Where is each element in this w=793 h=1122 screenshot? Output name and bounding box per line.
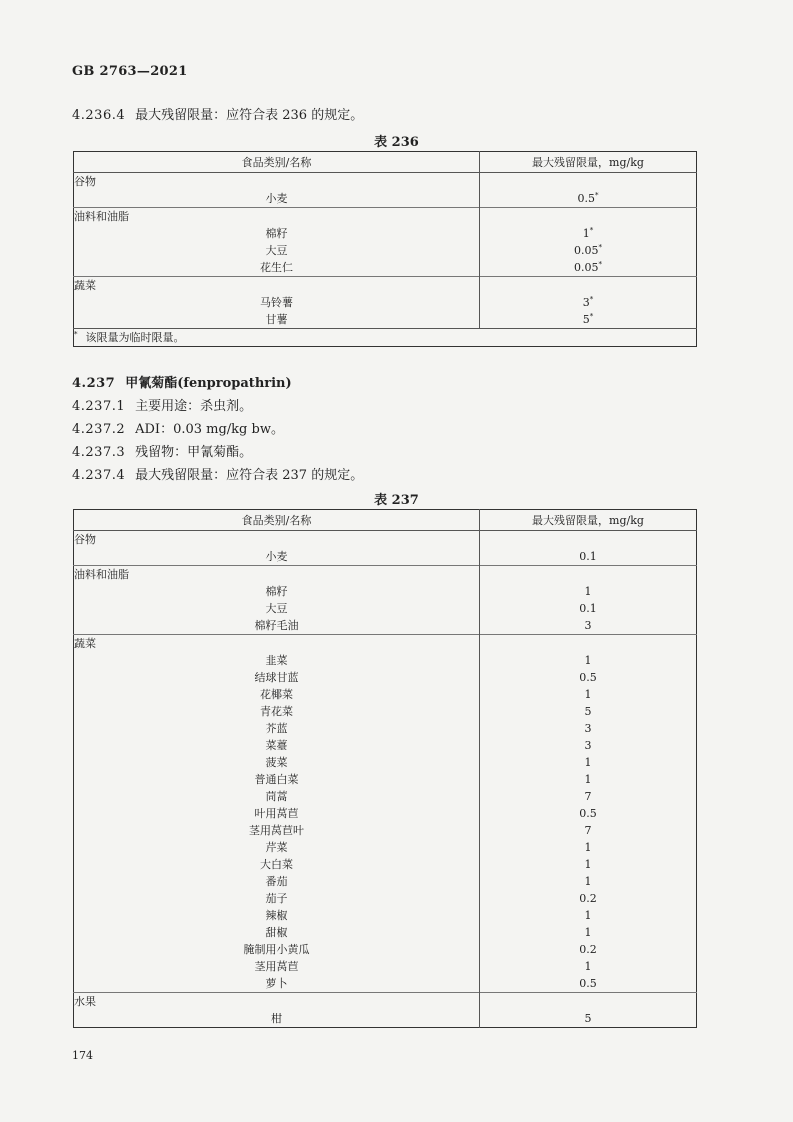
category-label: 谷物 — [74, 531, 480, 549]
table-row — [74, 771, 697, 788]
mrl-value: 1 — [584, 960, 592, 973]
mrl-value: 1 — [584, 926, 592, 939]
mrl-value: 7 — [584, 824, 592, 837]
category-value-cell — [480, 993, 697, 1011]
mrl-value: 3 — [584, 619, 592, 632]
mrl-value-cell — [480, 669, 697, 686]
food-name: 大白菜 — [74, 856, 480, 873]
table-row — [74, 975, 697, 993]
clause-4-237-2 — [72, 418, 284, 437]
table-row — [74, 754, 697, 771]
table-row — [74, 788, 697, 805]
table-row — [74, 311, 697, 329]
table-row — [74, 941, 697, 958]
mrl-value: 0.1 — [579, 602, 597, 615]
mrl-value-cell — [480, 617, 697, 635]
food-name: 大豆 — [74, 242, 480, 259]
mrl-value: 1 — [584, 909, 592, 922]
mrl-value: 1 — [584, 585, 592, 598]
mrl-value-cell — [480, 242, 697, 259]
category-row — [74, 993, 697, 1011]
table-row — [74, 600, 697, 617]
mrl-value-cell — [480, 311, 697, 329]
food-name: 甜椒 — [74, 924, 480, 941]
mrl-value: 0.2 — [579, 892, 597, 905]
mrl-value-cell — [480, 600, 697, 617]
clause-number: 4.237.4 — [72, 468, 126, 483]
mrl-value-cell — [480, 907, 697, 924]
mrl-value: 3 — [584, 722, 592, 735]
category-value-cell — [480, 277, 697, 295]
food-name: 小麦 — [74, 190, 480, 208]
category-row — [74, 173, 697, 191]
mrl-value-cell — [480, 873, 697, 890]
table-row — [74, 1010, 697, 1028]
food-name: 萝卜 — [74, 975, 480, 993]
mrl-value: 5 — [582, 313, 590, 326]
table-236-caption: 表 236 — [374, 135, 419, 150]
category-label: 谷物 — [74, 173, 480, 191]
mrl-value-cell — [480, 771, 697, 788]
table-236 — [73, 151, 697, 347]
clause-text: 残留物：甲氰菊酯。 — [135, 445, 253, 460]
mrl-value: 0.5 — [579, 807, 597, 820]
mrl-value: 1 — [584, 756, 592, 769]
table-row — [74, 548, 697, 566]
category-label: 水果 — [74, 993, 480, 1011]
food-name: 菜薹 — [74, 737, 480, 754]
category-value-cell — [480, 173, 697, 191]
table-row — [74, 737, 697, 754]
category-label: 油料和油脂 — [74, 566, 480, 584]
clause-4-237-3 — [72, 441, 252, 460]
table-row — [74, 583, 697, 600]
mrl-value: 5 — [584, 1012, 592, 1025]
table-237 — [73, 509, 697, 1028]
mrl-value: 7 — [584, 790, 592, 803]
table-row — [74, 294, 697, 311]
footnote-text: 该限量为临时限量。 — [85, 331, 185, 344]
category-label: 油料和油脂 — [74, 208, 480, 226]
table-row — [74, 652, 697, 669]
food-name: 甘薯 — [74, 311, 480, 329]
page-number: 174 — [72, 1049, 93, 1062]
food-name: 棉籽 — [74, 583, 480, 600]
mrl-value: 0.5 — [577, 192, 595, 205]
category-row — [74, 208, 697, 226]
mrl-value: 0.05 — [574, 244, 599, 257]
table-row — [74, 924, 697, 941]
clause-4-237-4 — [72, 464, 363, 483]
mrl-value-cell — [480, 958, 697, 975]
food-name: 普通白菜 — [74, 771, 480, 788]
temporary-limit-mark: * — [598, 243, 602, 252]
food-name: 青花菜 — [74, 703, 480, 720]
mrl-value: 5 — [584, 705, 592, 718]
table-row — [74, 907, 697, 924]
mrl-value: 1 — [584, 654, 592, 667]
category-value-cell — [480, 566, 697, 584]
footnote-mark: * — [74, 330, 78, 339]
food-name: 结球甘蓝 — [74, 669, 480, 686]
food-name: 柑 — [74, 1010, 480, 1028]
food-name: 芥蓝 — [74, 720, 480, 737]
mrl-value: 0.5 — [579, 671, 597, 684]
table-row — [74, 703, 697, 720]
clause-number: 4.236.4 — [72, 108, 126, 123]
mrl-value-cell — [480, 583, 697, 600]
mrl-value-cell — [480, 822, 697, 839]
temporary-limit-mark: * — [589, 226, 594, 235]
food-name: 棉籽毛油 — [74, 617, 480, 635]
table-row — [74, 890, 697, 907]
mrl-value-cell — [480, 839, 697, 856]
mrl-value-cell — [480, 941, 697, 958]
clause-number: 4.237.1 — [72, 399, 126, 414]
mrl-value-cell — [480, 1010, 697, 1028]
food-name: 茎用莴苣叶 — [74, 822, 480, 839]
table-row — [74, 617, 697, 635]
clause-4-236-4 — [72, 104, 363, 123]
mrl-value: 0.5 — [579, 977, 597, 990]
table-row — [74, 822, 697, 839]
food-name: 茎用莴苣 — [74, 958, 480, 975]
mrl-value: 3 — [582, 296, 590, 309]
table-row — [74, 805, 697, 822]
mrl-value-cell — [480, 890, 697, 907]
mrl-value-cell — [480, 924, 697, 941]
mrl-value: 0.1 — [579, 550, 597, 563]
table-row — [74, 720, 697, 737]
mrl-value-cell — [480, 225, 697, 242]
food-name: 大豆 — [74, 600, 480, 617]
mrl-value-cell — [480, 720, 697, 737]
category-row — [74, 566, 697, 584]
food-name: 辣椒 — [74, 907, 480, 924]
clause-number: 4.237.2 — [72, 422, 126, 437]
table-row — [74, 839, 697, 856]
column-header-food: 食品类别/名称 — [74, 152, 480, 173]
category-label: 蔬菜 — [74, 635, 480, 653]
category-row — [74, 531, 697, 549]
mrl-value: 1 — [582, 227, 590, 240]
clause-text: 最大残留限量：应符合表 237 的规定。 — [135, 468, 364, 483]
category-row — [74, 277, 697, 295]
category-value-cell — [480, 531, 697, 549]
mrl-value-cell — [480, 856, 697, 873]
clause-text: 主要用途：杀虫剂。 — [135, 399, 253, 414]
category-label: 蔬菜 — [74, 277, 480, 295]
table-footnote — [74, 329, 697, 347]
food-name: 花生仁 — [74, 259, 480, 277]
mrl-value: 0.2 — [579, 943, 597, 956]
clause-number: 4.237.3 — [72, 445, 126, 460]
mrl-value-cell — [480, 975, 697, 993]
mrl-value-cell — [480, 703, 697, 720]
mrl-value-cell — [480, 805, 697, 822]
mrl-value-cell — [480, 754, 697, 771]
mrl-value-cell — [480, 686, 697, 703]
food-name: 芹菜 — [74, 839, 480, 856]
table-row — [74, 190, 697, 208]
mrl-value-cell — [480, 737, 697, 754]
section-title: 甲氰菊酯(fenpropathrin) — [125, 376, 292, 391]
temporary-limit-mark: * — [598, 260, 602, 269]
temporary-limit-mark: * — [595, 191, 599, 200]
standard-code: GB 2763—2021 — [72, 64, 188, 79]
category-row — [74, 635, 697, 653]
mrl-value-cell — [480, 259, 697, 277]
mrl-value: 3 — [584, 739, 592, 752]
clause-4-237-1 — [72, 395, 252, 414]
section-4-237 — [72, 372, 292, 391]
clause-text: ADI：0.03 mg/kg bw。 — [135, 422, 284, 437]
food-name: 马铃薯 — [74, 294, 480, 311]
temporary-limit-mark: * — [589, 312, 594, 321]
table-row — [74, 873, 697, 890]
category-value-cell — [480, 208, 697, 226]
footnote-row — [74, 329, 697, 347]
table-row — [74, 958, 697, 975]
mrl-value: 1 — [584, 858, 592, 871]
food-name: 腌制用小黄瓜 — [74, 941, 480, 958]
column-header-food: 食品类别/名称 — [74, 510, 480, 531]
temporary-limit-mark: * — [589, 295, 594, 304]
category-value-cell — [480, 635, 697, 653]
column-header-mrl: 最大残留限量，mg/kg — [480, 152, 697, 173]
table-row — [74, 686, 697, 703]
clause-text: 最大残留限量：应符合表 236 的规定。 — [135, 108, 364, 123]
table-237-caption: 表 237 — [374, 493, 419, 508]
table-row — [74, 242, 697, 259]
food-name: 韭菜 — [74, 652, 480, 669]
mrl-value: 0.05 — [574, 261, 599, 274]
table-row — [74, 856, 697, 873]
table-row — [74, 669, 697, 686]
food-name: 番茄 — [74, 873, 480, 890]
mrl-value: 1 — [584, 773, 592, 786]
food-name: 叶用莴苣 — [74, 805, 480, 822]
mrl-value: 1 — [584, 688, 592, 701]
food-name: 小麦 — [74, 548, 480, 566]
mrl-value-cell — [480, 788, 697, 805]
column-header-mrl: 最大残留限量，mg/kg — [480, 510, 697, 531]
food-name: 棉籽 — [74, 225, 480, 242]
mrl-value-cell — [480, 652, 697, 669]
section-number: 4.237 — [72, 376, 116, 391]
mrl-value-cell — [480, 548, 697, 566]
food-name: 菠菜 — [74, 754, 480, 771]
food-name: 茼蒿 — [74, 788, 480, 805]
mrl-value: 1 — [584, 875, 592, 888]
table-row — [74, 225, 697, 242]
table-row — [74, 259, 697, 277]
mrl-value-cell — [480, 190, 697, 208]
food-name: 茄子 — [74, 890, 480, 907]
mrl-value: 1 — [584, 841, 592, 854]
mrl-value-cell — [480, 294, 697, 311]
food-name: 花椰菜 — [74, 686, 480, 703]
